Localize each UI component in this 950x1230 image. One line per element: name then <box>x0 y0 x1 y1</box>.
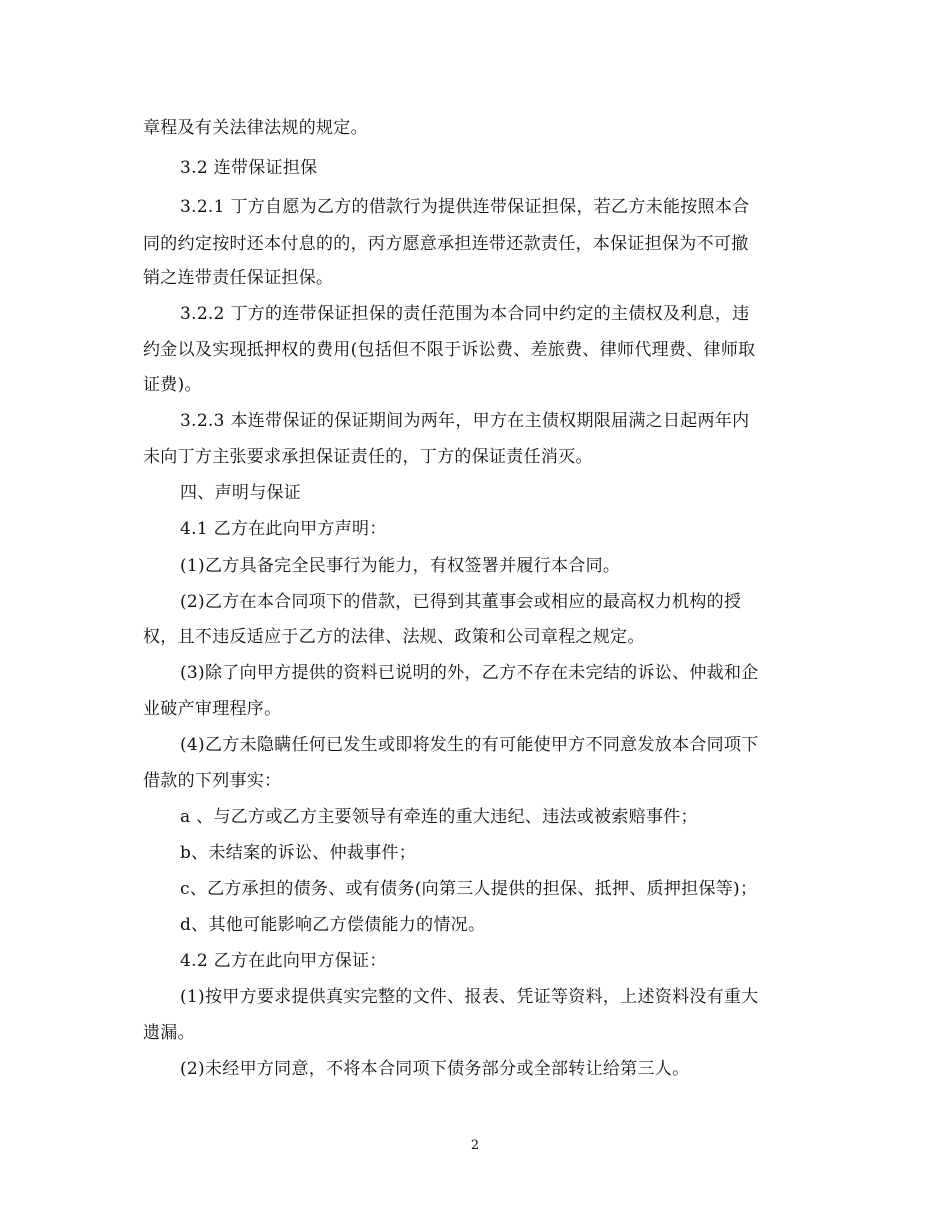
text-line: 约金以及实现抵押权的费用(包括但不限于诉讼费、差旅费、律师代理费、律师取 <box>143 340 756 360</box>
text-line: (1)乙方具备完全民事行为能力，有权签署并履行本合同。 <box>180 556 621 576</box>
text-line: 销之连带责任保证担保。 <box>143 268 334 288</box>
text-line: (1)按甲方要求提供真实完整的文件、报表、凭证等资料，上述资料没有重大 <box>180 987 759 1007</box>
text-line: (2)未经甲方同意，不将本合同项下债务部分或全部转让给第三人。 <box>180 1059 690 1079</box>
text-line: 遗漏。 <box>143 1023 195 1043</box>
list-item: c、乙方承担的债务、或有债务(向第三人提供的担保、抵押、质押担保等)； <box>180 879 758 899</box>
text-line: 证费)。 <box>143 375 202 395</box>
text-line: 3.2.3 本连带保证的保证期间为两年，甲方在主债权期限届满之日起两年内 <box>180 411 750 431</box>
text-line: 3.2.1 丁方自愿为乙方的借款行为提供连带保证担保，若乙方未能按照本合 <box>180 197 750 217</box>
text-line: (4)乙方未隐瞒任何已发生或即将发生的有可能使甲方不同意发放本合同项下 <box>180 735 759 755</box>
section-heading: 四、声明与保证 <box>180 483 302 503</box>
text-line: 章程及有关法律法规的规定。 <box>143 118 368 138</box>
text-line: (3)除了向甲方提供的资料已说明的外，乙方不存在未完结的诉讼、仲裁和企 <box>180 663 759 683</box>
list-item: a 、与乙方或乙方主要领导有牵连的重大违纪、违法或被索赔事件； <box>180 807 698 827</box>
text-line: 未向丁方主张要求承担保证责任的，丁方的保证责任消灭。 <box>143 447 593 467</box>
list-item: b、未结案的诉讼、仲裁事件； <box>180 843 417 863</box>
text-line: 业破产审理程序。 <box>143 699 282 719</box>
list-item: d、其他可能影响乙方偿债能力的情况。 <box>180 915 486 935</box>
page-number: 2 <box>470 1138 480 1153</box>
text-line: 同的约定按时还本付息的的，丙方愿意承担连带还款责任，本保证担保为不可撤 <box>143 234 749 254</box>
text-line: (2)乙方在本合同项下的借款，已得到其董事会或相应的最高权力机构的授 <box>180 592 742 612</box>
section-heading: 3.2 连带保证担保 <box>180 158 318 178</box>
text-line: 4.1 乙方在此向甲方声明： <box>180 519 387 539</box>
text-line: 权，且不违反适应于乙方的法律、法规、政策和公司章程之规定。 <box>143 627 645 647</box>
text-line: 借款的下列事实： <box>143 771 282 791</box>
text-line: 3.2.2 丁方的连带保证担保的责任范围为本合同中约定的主债权及利息，违 <box>180 304 750 324</box>
text-line: 4.2 乙方在此向甲方保证： <box>180 951 387 971</box>
